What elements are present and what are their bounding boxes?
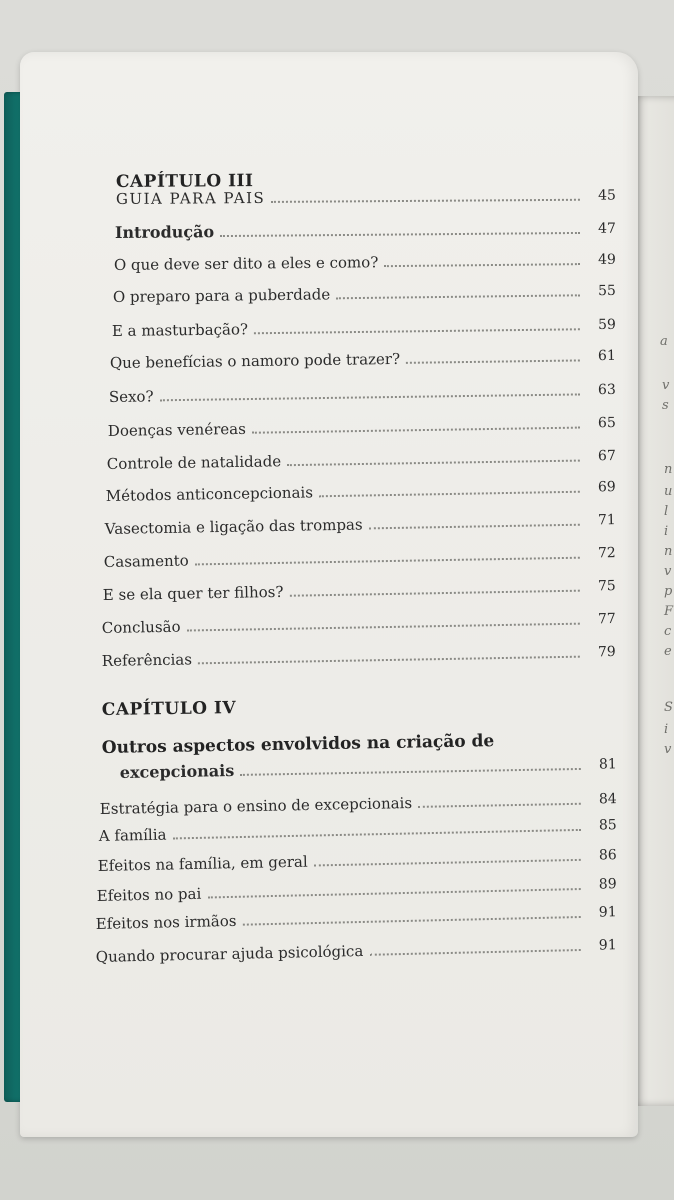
toc-entry xyxy=(116,187,616,208)
toc-entry-page: 65 xyxy=(597,415,616,432)
toc-entry-label: Conclusão xyxy=(101,617,181,637)
toc-entry-label: Quando procurar ajuda psicológica xyxy=(95,941,364,966)
dot-leader xyxy=(287,460,580,467)
toc-entry-page: 91 xyxy=(598,904,617,921)
toc-entry-label: Vasectomia e ligação das trompas xyxy=(104,515,363,538)
dot-leader xyxy=(254,328,580,334)
facing-page-fragment: i xyxy=(664,722,669,737)
dot-leader xyxy=(240,768,581,776)
toc-entry-label: Métodos anticoncepcionais xyxy=(105,483,314,505)
facing-page-fragment: v xyxy=(664,742,672,757)
chapter-title-line: Outros aspectos envolvidos na criação de xyxy=(101,731,495,758)
dot-leader xyxy=(406,359,580,363)
toc-entry-label: Introdução xyxy=(114,222,215,242)
toc-entry-page: 81 xyxy=(598,756,617,773)
toc-entry-page: 72 xyxy=(597,545,616,562)
dot-leader xyxy=(369,524,580,530)
toc-entry-page: 86 xyxy=(598,847,617,864)
toc-entry-label: E a masturbação? xyxy=(111,320,249,340)
dot-leader xyxy=(160,393,580,401)
toc-entry-label: Sexo? xyxy=(108,387,154,406)
dot-leader xyxy=(252,427,580,434)
facing-page-fragment: a xyxy=(660,334,668,349)
toc-entry-label: O que deve ser dito a eles e como? xyxy=(113,253,379,274)
dot-leader xyxy=(271,199,580,203)
facing-page-fragment: F xyxy=(664,604,674,619)
toc-entry-page: 47 xyxy=(598,220,616,237)
facing-page-fragment: u xyxy=(664,484,673,499)
dot-leader xyxy=(319,491,580,498)
toc-entry-label: Controle de natalidade xyxy=(106,452,282,473)
toc-entry-page: 79 xyxy=(597,644,616,661)
facing-page-edge xyxy=(634,96,674,1106)
toc-entry-label: Efeitos nos irmãos xyxy=(95,911,237,933)
dot-leader xyxy=(314,859,581,867)
toc-entry-label: excepcionais xyxy=(119,761,235,782)
dot-leader xyxy=(369,949,580,956)
toc-entry-page: 55 xyxy=(597,282,616,300)
dot-leader xyxy=(418,803,581,808)
toc-entry-page: 49 xyxy=(597,251,616,268)
toc-entry-page: 63 xyxy=(597,381,616,399)
toc-entry-label: Que benefícias o namoro pode trazer? xyxy=(109,349,401,372)
chapter-heading: CAPÍTULO IV xyxy=(101,698,237,720)
toc-entry-page: 85 xyxy=(598,817,617,834)
toc-entry-label: A família xyxy=(98,825,167,845)
toc-entry-label: Referências xyxy=(101,650,193,670)
dot-leader xyxy=(220,232,580,237)
toc-entry-page: 77 xyxy=(597,611,616,628)
facing-page-fragment: e xyxy=(664,644,672,659)
toc-entry-page: 75 xyxy=(597,578,616,595)
facing-page-fragment: p xyxy=(664,584,673,599)
facing-page-fragment: s xyxy=(662,398,669,413)
toc-entry-label: Casamento xyxy=(103,551,189,571)
toc-entry-label: E se ela quer ter filhos? xyxy=(102,582,284,604)
chapter-heading: CAPÍTULO III xyxy=(115,171,254,192)
dot-leader xyxy=(289,590,579,597)
facing-page-fragment: l xyxy=(664,504,669,519)
facing-page-fragment: c xyxy=(664,624,672,639)
toc-entry-page: 84 xyxy=(598,791,617,808)
toc-entry-label: Estratégia para o ensino de excepcionais xyxy=(99,794,413,818)
facing-page-fragment: n xyxy=(664,544,673,559)
facing-page-fragment: v xyxy=(664,564,672,579)
dot-leader xyxy=(336,294,580,299)
toc-entry-page: 59 xyxy=(597,316,616,334)
toc-entry-label: GUIA PARA PAIS xyxy=(115,188,266,208)
facing-page-fragment: S xyxy=(664,700,673,715)
toc-entry-page: 67 xyxy=(597,448,616,465)
dot-leader xyxy=(384,263,580,267)
toc-entry-page: 89 xyxy=(598,876,617,893)
toc-entry-page: 61 xyxy=(597,347,616,365)
toc-entry-page: 91 xyxy=(598,937,617,954)
toc-entry-label: Efeitos no pai xyxy=(96,884,202,905)
toc-entry-page: 45 xyxy=(598,187,616,204)
facing-page-fragment: i xyxy=(664,524,669,539)
toc-entry-label: Efeitos na família, em geral xyxy=(97,852,308,875)
facing-page-fragment: v xyxy=(662,378,670,393)
toc-entry-page: 71 xyxy=(597,512,616,529)
toc-entry-page: 69 xyxy=(597,479,616,496)
toc-entry-label: Doenças venéreas xyxy=(107,419,246,440)
facing-page-fragment: n xyxy=(664,462,673,477)
toc-entry-label: O preparo para a puberdade xyxy=(112,285,331,306)
